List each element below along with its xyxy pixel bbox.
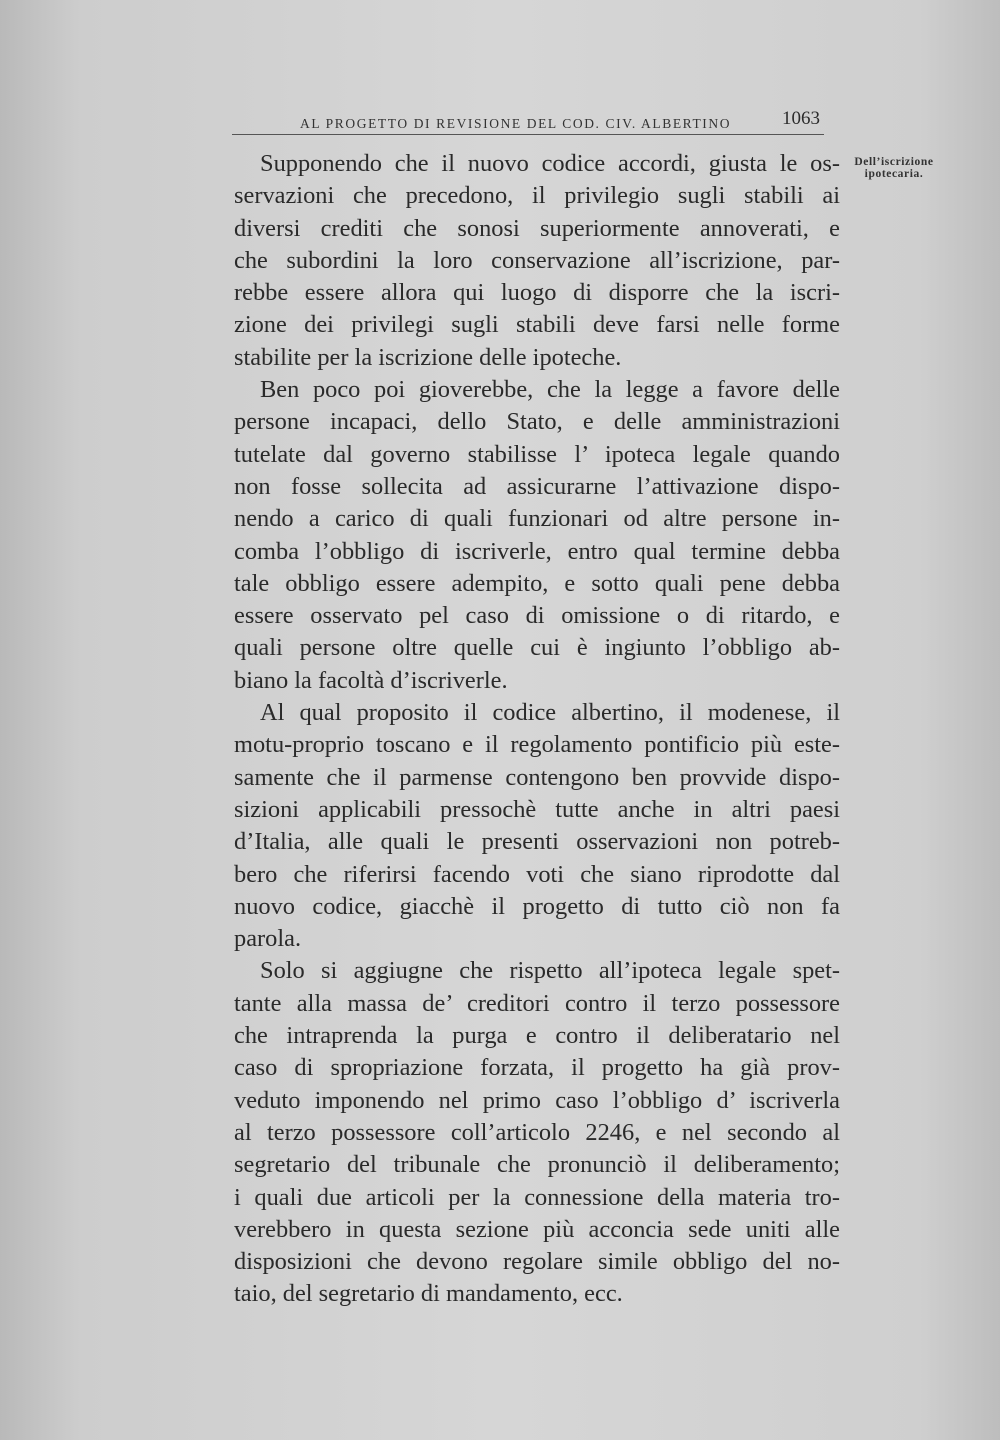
text-line: comba l’obbligo di iscriverle, entro qual termine debba xyxy=(234,537,840,565)
text-line: tutelate dal governo stabilisse l’ ipoteca legale quando xyxy=(234,440,840,468)
text-line: taio, del segretario di mandamento, ecc. xyxy=(234,1280,623,1308)
text-line: stabilite per la iscrizione delle ipoteche. xyxy=(234,343,622,371)
text-line: d’Italia, alle quali le presenti osservazioni non potreb- xyxy=(234,828,840,856)
text-line: segretario del tribunale che pronunciò il deliberamento; xyxy=(234,1151,840,1179)
text-line: zione dei privilegi sugli stabili deve farsi nelle forme xyxy=(234,311,840,339)
margin-note xyxy=(834,156,954,180)
text-line: tale obbligo essere adempito, e sotto quali pene debba xyxy=(234,569,840,597)
body-text xyxy=(234,148,840,1311)
page-number: 1063 xyxy=(782,108,820,129)
text-line: biano la facoltà d’iscriverle. xyxy=(234,666,508,694)
text-line: i quali due articoli per la connessione della materia tro- xyxy=(234,1183,840,1211)
text-line: Al qual proposito il codice albertino, il modenese, il xyxy=(260,699,840,727)
running-header xyxy=(232,104,824,135)
text-line: Solo si aggiugne che rispetto all’ipoteca legale spet- xyxy=(260,957,840,985)
text-line: servazioni che precedono, il privilegio sugli stabili ai xyxy=(234,182,840,210)
text-line: che subordini la loro conservazione all’iscrizione, par- xyxy=(234,246,840,274)
text-line: essere osservato pel caso di omissione o di ritardo, e xyxy=(234,602,840,630)
text-line: rebbe essere allora qui luogo di disporre che la iscri- xyxy=(234,279,840,307)
text-line: disposizioni che devono regolare simile obbligo del no- xyxy=(234,1248,840,1276)
text-line: non fosse sollecita ad assicurarne l’attivazione dispo- xyxy=(234,472,840,500)
text-line: Supponendo che il nuovo codice accordi, giusta le os- xyxy=(260,150,840,177)
running-title: AL PROGETTO DI REVISIONE DEL COD. CIV. ALBERTINO xyxy=(300,116,732,131)
text-line: nendo a carico di quali funzionari od altre persone in- xyxy=(234,505,840,533)
text-line: nuovo codice, giacchè il progetto di tutto ciò non fa xyxy=(234,892,840,920)
text-line: che intraprenda la purga e contro il deliberatario nel xyxy=(234,1022,840,1050)
text-line: bero che riferirsi facendo voti che siano riprodotte dal xyxy=(234,860,840,888)
text-line: diversi crediti che sonosi superiormente annoverati, e xyxy=(234,214,840,242)
text-line: veduto imponendo nel primo caso l’obbligo d’ iscriverla xyxy=(234,1086,840,1114)
text-line: motu-proprio toscano e il regolamento pontificio più este- xyxy=(234,731,840,759)
text-line: parola. xyxy=(234,925,302,953)
text-line: sizioni applicabili pressochè tutte anche in altri paesi xyxy=(234,795,840,823)
text-line: tante alla massa de’ creditori contro il terzo possessore xyxy=(234,989,840,1017)
text-line: quali persone oltre quelle cui è ingiunto l’obbligo ab- xyxy=(234,634,840,662)
margin-note-line: ipotecaria. xyxy=(864,168,924,180)
text-line: verebbero in questa sezione più acconcia sede uniti alle xyxy=(234,1215,840,1243)
text-line: caso di spropriazione forzata, il progetto ha già prov- xyxy=(234,1054,840,1082)
text-line: al terzo possessore coll’articolo 2246, e nel secondo al xyxy=(234,1118,840,1146)
text-line: samente che il parmense contengono ben provvide dispo- xyxy=(234,763,840,791)
text-line: Ben poco poi gioverebbe, che la legge a favore delle xyxy=(260,376,840,404)
text-line: persone incapaci, dello Stato, e delle amministrazioni xyxy=(234,408,840,436)
margin-note-line: Dell’iscrizione xyxy=(854,156,934,168)
